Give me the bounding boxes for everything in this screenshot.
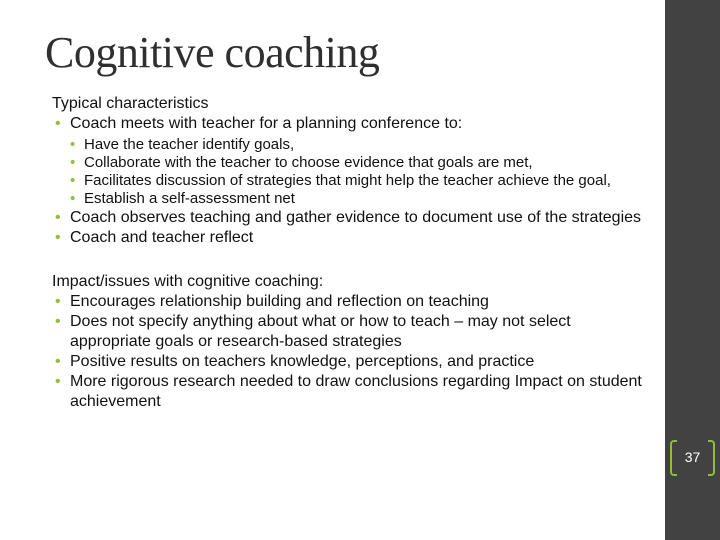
characteristics-list	[52, 114, 642, 248]
sub-list-item: • Facilitates discussion of strategies that might help the teacher achieve the goal,	[70, 172, 642, 189]
list-item: • Coach and teacher reflect	[52, 228, 642, 248]
characteristics-section	[52, 94, 642, 248]
list-item: • Encourages relationship building and reflection on teaching	[52, 292, 642, 312]
list-item: • More rigorous research needed to draw conclusions regarding Impact on student achievement	[52, 372, 642, 412]
characteristics-heading: Typical characteristics	[52, 95, 209, 112]
slide-title: Cognitive coaching	[45, 28, 380, 77]
impact-list	[52, 292, 642, 412]
sub-list-item: • Have the teacher identify goals,	[70, 136, 642, 153]
list-item	[52, 114, 642, 207]
impact-heading: Impact/issues with cognitive coaching:	[52, 273, 324, 290]
list-item-text: Coach meets with teacher for a planning conference to:	[70, 115, 463, 132]
slide-body	[52, 94, 642, 412]
list-item: • Does not specify anything about what or how to teach – may not select appropriate goals or research-based strategies	[52, 312, 642, 352]
slide-number: 37	[684, 449, 701, 465]
list-item: • Positive results on teachers knowledge, perceptions, and practice	[52, 352, 642, 372]
sub-list-item: • Collaborate with the teacher to choose evidence that goals are met,	[70, 154, 642, 171]
conference-sublist	[70, 136, 642, 207]
list-item: • Coach observes teaching and gather evidence to document use of the strategies	[52, 208, 642, 228]
impact-section	[52, 272, 642, 412]
slide-number-badge	[670, 440, 715, 476]
bracket-right-icon	[708, 440, 715, 476]
sub-list-item: • Establish a self-assessment net	[70, 190, 642, 207]
